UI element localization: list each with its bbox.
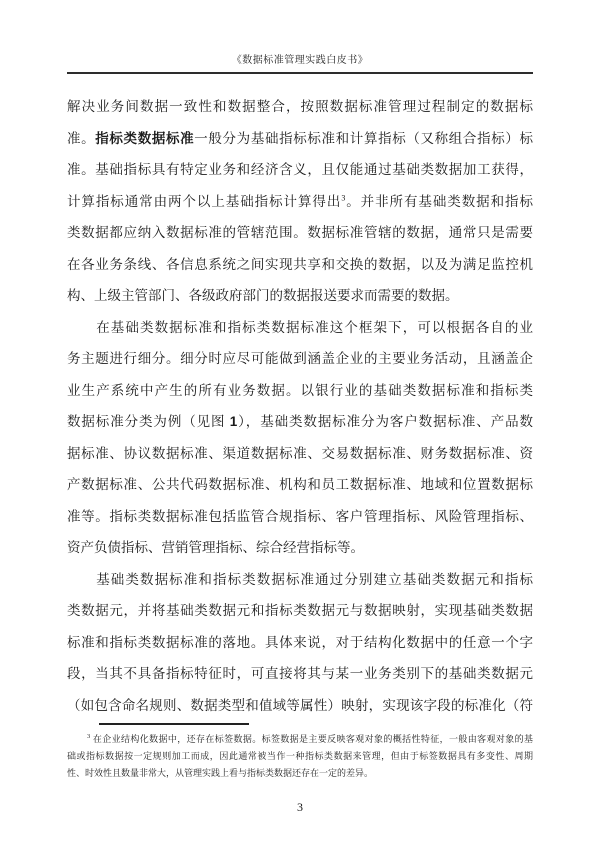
text-line: 业生产系统中产生的所有业务数据。以银行业的基础类数据标准和指标类: [67, 382, 533, 398]
text-line: 在基础类数据标准和指标类数据标准这个框架下，可以根据各自的业: [67, 319, 533, 335]
text-line: （如包含命名规则、数据类型和值域等属性）映射，实现该字段的标准化（符: [67, 697, 533, 713]
footnote-text: [67, 731, 533, 782]
text-line: 构、上级主管部门、各级政府部门的数据报送要求而需要的数据。: [67, 288, 459, 303]
text-line: 据标准、协议数据标准、渠道数据标准、交易数据标准、财务数据标准、资: [67, 445, 533, 461]
footnote-reference: 3: [341, 193, 346, 202]
footnote-separator: [99, 723, 249, 725]
text-line: 基础类数据标准和指标类数据标准通过分别建立基础类数据元和指标: [67, 571, 533, 587]
text-line: 计算指标通常由两个以上基础指标计算得出$^3$。并非所有基础类数据和指标: [67, 193, 533, 209]
text-line: 资产负债指标、营销管理指标、综合经营指标等。: [67, 540, 364, 555]
footnote-section: [67, 723, 533, 782]
text-line: 准。指标类数据标准一般分为基础指标标准和计算指标（又称组合指标）标: [67, 130, 533, 146]
page-footer: [0, 798, 600, 816]
body-text: [67, 91, 533, 721]
text-line: 段，当其不具备指标特征时，可直接将其与某一业务类别下的基础类数据元: [67, 666, 533, 681]
running-header-title: 《数据标准管理实践白皮书》: [231, 55, 369, 66]
page-header: [67, 0, 533, 74]
text-line: 类数据元，并将基础类数据元和指标类数据元与数据映射，实现基础类数据: [67, 603, 533, 618]
text-line: 数据标准分类为例（见图 1），基础类数据标准分为客户数据标准、产品数: [67, 414, 533, 429]
text-line: 务主题进行细分。细分时应尽可能做到涵盖企业的主要业务活动，且涵盖企: [67, 351, 533, 366]
page-number: 3: [297, 800, 303, 814]
text-line: 解决业务间数据一致性和数据整合，按照数据标准管理过程制定的数据标: [67, 99, 533, 114]
footnote-line: $^3$ 在企业结构化数据中，还存在标签数据。标签数据是主要反映客观对象的概括性特征，一般由客观对象的基: [87, 733, 533, 744]
text-line: 准等。指标类数据标准包括监管合规指标、客户管理指标、风险管理指标、: [67, 508, 533, 524]
text-line: 标准和指标类数据标准的落地。具体来说，对于结构化数据中的任意一个字: [67, 634, 533, 650]
footnote-line: 性、时效性且数量非常大，从管理实践上看与指标类数据还存在一定的差异。: [67, 768, 374, 778]
text-line: 准。基础指标具有特定业务和经济含义，且仅能通过基础类数据加工获得，: [67, 162, 533, 177]
footnote-line: 础或指标数据按一定规则加工而成，因此通常被当作一种指标类数据来管理，但由于标签数据具有多变性、周期: [67, 751, 533, 761]
text-line: 产数据标准、公共代码数据标准、机构和员工数据标准、地域和位置数据标: [67, 477, 533, 492]
text-line: 在各业务条线、各信息系统之间实现共享和交换的数据，以及为满足监控机: [67, 256, 533, 272]
text-line: 类数据都应纳入数据标准的管辖范围。数据标准管辖的数据，通常只是需要: [67, 225, 533, 240]
footnote-marker: 3: [87, 733, 91, 740]
